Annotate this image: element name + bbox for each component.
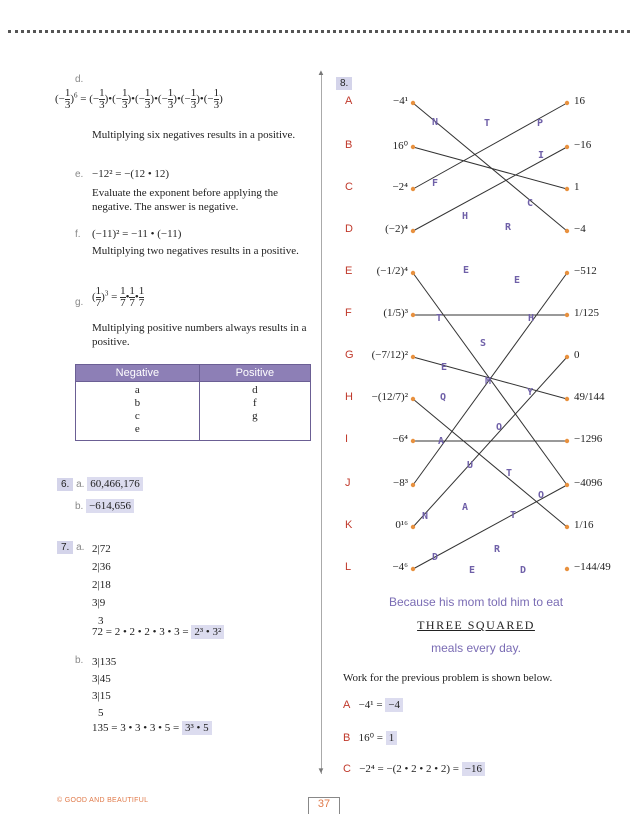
- row-expression-e: (−1/2)⁴: [376, 265, 408, 277]
- puzzle-letter: T: [484, 118, 491, 129]
- item-g-label: g.: [75, 297, 84, 308]
- division-step: 5: [98, 707, 104, 719]
- endpoint-dot: [565, 187, 569, 191]
- question-number: 7.: [57, 541, 73, 554]
- puzzle-letter: F: [432, 178, 439, 189]
- part-a-label: a.: [76, 479, 85, 490]
- endpoint-dot: [411, 187, 415, 191]
- item-g-expression: ( $\frac{1}{7}$ )$^3$ = $\frac{1}{7}$ • $\frac{1}{7}$ • $\frac{1}{7}$: [92, 285, 145, 309]
- row-answer-k: 1/16: [574, 519, 594, 531]
- endpoint-dot: [411, 567, 415, 571]
- row-key-a: A: [345, 95, 353, 107]
- endpoint-dot: [411, 439, 415, 443]
- endpoint-dot: [565, 483, 569, 487]
- factor-expression: 135 = 3 • 3 • 3 • 5 =: [92, 722, 182, 734]
- puzzle-letter: Q: [440, 392, 447, 403]
- puzzle-letter: Y: [527, 387, 534, 398]
- row-key-j: J: [345, 477, 351, 489]
- row-key-g: G: [345, 349, 354, 361]
- puzzle-letter: E: [441, 362, 448, 373]
- endpoint-dot: [411, 483, 415, 487]
- question-number: 6.: [57, 478, 73, 491]
- row-answer-j: −4096: [574, 477, 603, 489]
- work-row-b: [343, 731, 397, 744]
- footer-brand: © GOOD AND BEAUTIFUL: [57, 797, 149, 804]
- endpoint-dot: [565, 525, 569, 529]
- match-line-c: [413, 103, 567, 189]
- row-expression-j: −8³: [392, 477, 408, 489]
- positive-cell: d f g: [199, 382, 310, 441]
- division-step: 2|36: [92, 561, 111, 573]
- divider-arrow-top: ▲: [317, 68, 325, 77]
- negative-cell: a b c e: [76, 382, 200, 441]
- question-number: 8.: [336, 77, 352, 90]
- division-step: 3|135: [92, 656, 117, 668]
- item-f-note: Multiplying two negatives results in a positive.: [92, 245, 299, 257]
- endpoint-dot: [411, 397, 415, 401]
- row-answer-h: 49/144: [574, 391, 605, 403]
- puzzle-letter: M: [485, 376, 492, 387]
- item-e-label: e.: [75, 169, 84, 180]
- row-expression-d: (−2)⁴: [385, 223, 408, 235]
- row-answer-e: −512: [574, 265, 597, 277]
- endpoint-dot: [411, 229, 415, 233]
- endpoint-dot: [565, 101, 569, 105]
- endpoint-dot: [565, 355, 569, 359]
- divider-arrow-bottom: ▼: [317, 766, 325, 775]
- division-step: 3: [98, 615, 104, 627]
- work-row-a: [343, 699, 403, 711]
- endpoint-dot: [565, 567, 569, 571]
- endpoint-dot: [411, 355, 415, 359]
- work-key: C: [343, 763, 351, 775]
- row-answer-b: −16: [574, 139, 592, 151]
- endpoint-dot: [565, 229, 569, 233]
- row-key-e: E: [345, 265, 353, 277]
- row-expression-h: −(12/7)²: [371, 391, 408, 403]
- endpoint-dot: [565, 145, 569, 149]
- row-answer-g: 0: [574, 349, 580, 361]
- puzzle-letter: N: [432, 117, 439, 128]
- row-key-f: F: [345, 307, 352, 319]
- endpoint-dot: [411, 145, 415, 149]
- item-e-note: Evaluate the exponent before applying the negative. The answer is negative.: [92, 187, 279, 213]
- puzzle-letter: P: [537, 118, 544, 129]
- endpoint-dot: [565, 439, 569, 443]
- row-answer-l: −144/49: [574, 561, 611, 573]
- negative-header: Negative: [76, 365, 200, 382]
- positive-header: Positive: [199, 365, 310, 382]
- item-f-label: f.: [75, 229, 81, 240]
- row-expression-g: (−7/12)²: [371, 349, 408, 361]
- part-a-label: a.: [76, 542, 85, 553]
- row-expression-l: −4⁶: [392, 561, 408, 573]
- match-line-h: [413, 399, 567, 527]
- division-step: 2|72: [92, 543, 111, 555]
- puzzle-letter: D: [520, 565, 527, 576]
- part-b-label: b.: [75, 655, 84, 666]
- endpoint-dot: [411, 101, 415, 105]
- puzzle-letter: T: [506, 468, 513, 479]
- row-expression-a: −4¹: [392, 95, 408, 107]
- puzzle-letter: U: [467, 460, 474, 471]
- puzzle-letter: D: [432, 552, 439, 563]
- row-expression-k: 0¹⁶: [395, 519, 408, 531]
- puzzle-letter: E: [469, 565, 476, 576]
- work-expression: 16⁰ =: [358, 732, 386, 744]
- item-d-note: Multiplying six negatives results in a positive.: [92, 129, 296, 141]
- puzzle-letter: O: [538, 490, 545, 501]
- part-b-label: b.: [75, 501, 84, 512]
- item-d-expression: (− $\frac{1}{3}$ )$^6$ = (− $\frac{1}{3}$ )•(− $\frac{1}{3}$ )•(− $\frac{1}{3}$ )•(− $\frac{1}{3}$ )•(− $\frac{1}{3}$ )•(− $\frac{1}{3}$ ): [55, 87, 223, 111]
- factor-expression: 72 = 2 • 2 • 2 • 3 • 3 =: [92, 626, 192, 638]
- puzzle-letter: N: [422, 511, 429, 522]
- row-answer-a: 16: [574, 95, 585, 107]
- puzzle-letter: H: [462, 211, 469, 222]
- endpoint-dot: [565, 313, 569, 317]
- row-answer-i: −1296: [574, 433, 603, 445]
- work-answer: −16: [462, 762, 485, 776]
- work-key: B: [343, 732, 351, 744]
- endpoint-dot: [565, 271, 569, 275]
- endpoint-dot: [411, 271, 415, 275]
- item-f-expression: (−11)² = −11 • (−11): [92, 228, 182, 240]
- puzzle-letter: T: [510, 510, 517, 521]
- row-key-k: K: [345, 519, 353, 531]
- item-d-label: d.: [75, 74, 84, 85]
- row-key-h: H: [345, 391, 353, 403]
- puzzle-letter: T: [436, 313, 443, 324]
- item-g-note: Multiplying positive numbers always results in a positive.: [92, 322, 307, 348]
- puzzle-letter: H: [528, 313, 535, 324]
- puzzle-letter: C: [527, 198, 534, 209]
- answer-7b: 3³ • 5: [182, 721, 212, 735]
- row-expression-c: −2⁴: [392, 181, 408, 193]
- row-expression-i: −6⁴: [392, 433, 408, 445]
- work-expression: −4¹ =: [358, 699, 386, 711]
- row-key-b: B: [345, 139, 353, 151]
- work-expression: −2⁴ = −(2 • 2 • 2 • 2) =: [359, 763, 462, 775]
- puzzle-letter: R: [494, 544, 501, 555]
- work-row-c: [343, 763, 485, 775]
- row-expression-f: (1/5)³: [383, 307, 408, 319]
- row-answer-f: 1/125: [574, 307, 600, 319]
- puzzle-letter: E: [463, 265, 470, 276]
- puzzle-letter: E: [514, 275, 521, 286]
- puzzle-letter: A: [438, 436, 445, 447]
- riddle-text-end: meals every day.: [431, 641, 521, 655]
- puzzle-letter: S: [480, 338, 487, 349]
- puzzle-letter: O: [496, 422, 503, 433]
- item-e-expression: −12² = −(12 • 12): [92, 168, 170, 180]
- division-step: 2|18: [92, 579, 111, 591]
- row-key-l: L: [345, 561, 352, 573]
- endpoint-dot: [565, 397, 569, 401]
- row-key-d: D: [345, 223, 353, 235]
- work-answer: −4: [385, 698, 403, 712]
- row-answer-c: 1: [574, 181, 580, 193]
- puzzle-letter: I: [538, 150, 545, 161]
- endpoint-dot: [411, 313, 415, 317]
- page-number: 37: [308, 797, 340, 814]
- riddle-answer: THREE SQUARED: [417, 618, 535, 632]
- work-intro: Work for the previous problem is shown below.: [343, 672, 553, 684]
- riddle-text: Because his mom told him to eat: [388, 595, 564, 609]
- answer-7a: 2³ • 3²: [191, 625, 224, 639]
- division-step: 3|45: [92, 673, 111, 685]
- endpoint-dot: [411, 525, 415, 529]
- answer-6a: 60,466,176: [87, 477, 143, 491]
- row-key-i: I: [345, 433, 349, 445]
- row-expression-b: 16⁰: [392, 140, 408, 152]
- division-step: 3|15: [92, 690, 111, 702]
- row-key-c: C: [345, 181, 353, 193]
- work-key: A: [343, 699, 351, 711]
- puzzle-letter: R: [505, 222, 512, 233]
- division-step: 3|9: [92, 597, 106, 609]
- row-answer-d: −4: [574, 223, 586, 235]
- answer-6b: −614,656: [86, 499, 134, 513]
- puzzle-letter: A: [462, 502, 469, 513]
- work-answer: 1: [386, 731, 398, 745]
